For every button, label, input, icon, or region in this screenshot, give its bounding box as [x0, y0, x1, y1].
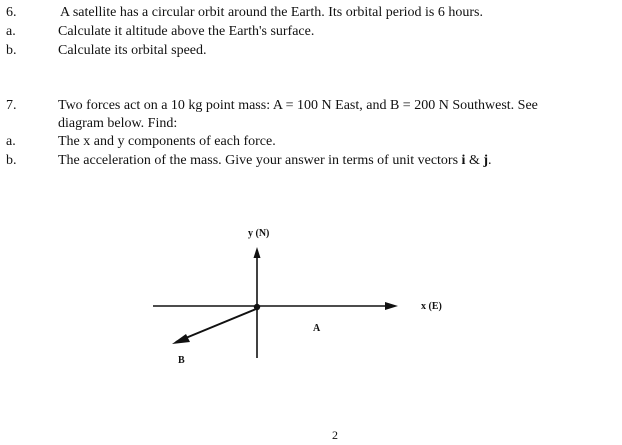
q7b-end: .: [488, 153, 492, 168]
page-number: 2: [332, 428, 338, 442]
q6-number: 6.: [6, 5, 17, 20]
x-axis-label: x (E): [421, 301, 442, 312]
y-axis-label: y (N): [248, 228, 270, 239]
point-mass: [254, 304, 260, 310]
q7b-label: b.: [6, 153, 17, 168]
vector-b-arrowhead: [172, 334, 190, 344]
q6-text: A satellite has a circular orbit around the Earth. Its orbital period is 6 hours.: [60, 5, 483, 20]
ampersand: &: [468, 153, 480, 168]
q6b-label: b.: [6, 43, 17, 58]
q7b-text-main: The acceleration of the mass. Give your answer in terms of unit vectors: [58, 153, 462, 168]
x-axis-arrowhead: [385, 302, 398, 310]
q6a-label: a.: [6, 24, 16, 39]
q7a-label: a.: [6, 134, 16, 149]
q7-number: 7.: [6, 98, 17, 113]
vector-a-label: A: [313, 323, 321, 334]
q7-text-line2: diagram below. Find:: [58, 116, 178, 131]
unit-vector-j: j: [483, 153, 488, 168]
q7a-text: The x and y components of each force.: [58, 134, 276, 149]
q6b-text: Calculate its orbital speed.: [58, 43, 207, 58]
vector-b-line: [176, 309, 256, 342]
q7-text-line1: Two forces act on a 10 kg point mass: A = 100 N East, and B = 200 N Southwest. See: [58, 98, 538, 113]
unit-vector-i: i: [461, 153, 466, 168]
vector-b-label: B: [178, 355, 185, 366]
q6a-text: Calculate it altitude above the Earth's surface.: [58, 24, 315, 39]
y-axis-arrowhead: [254, 247, 261, 258]
